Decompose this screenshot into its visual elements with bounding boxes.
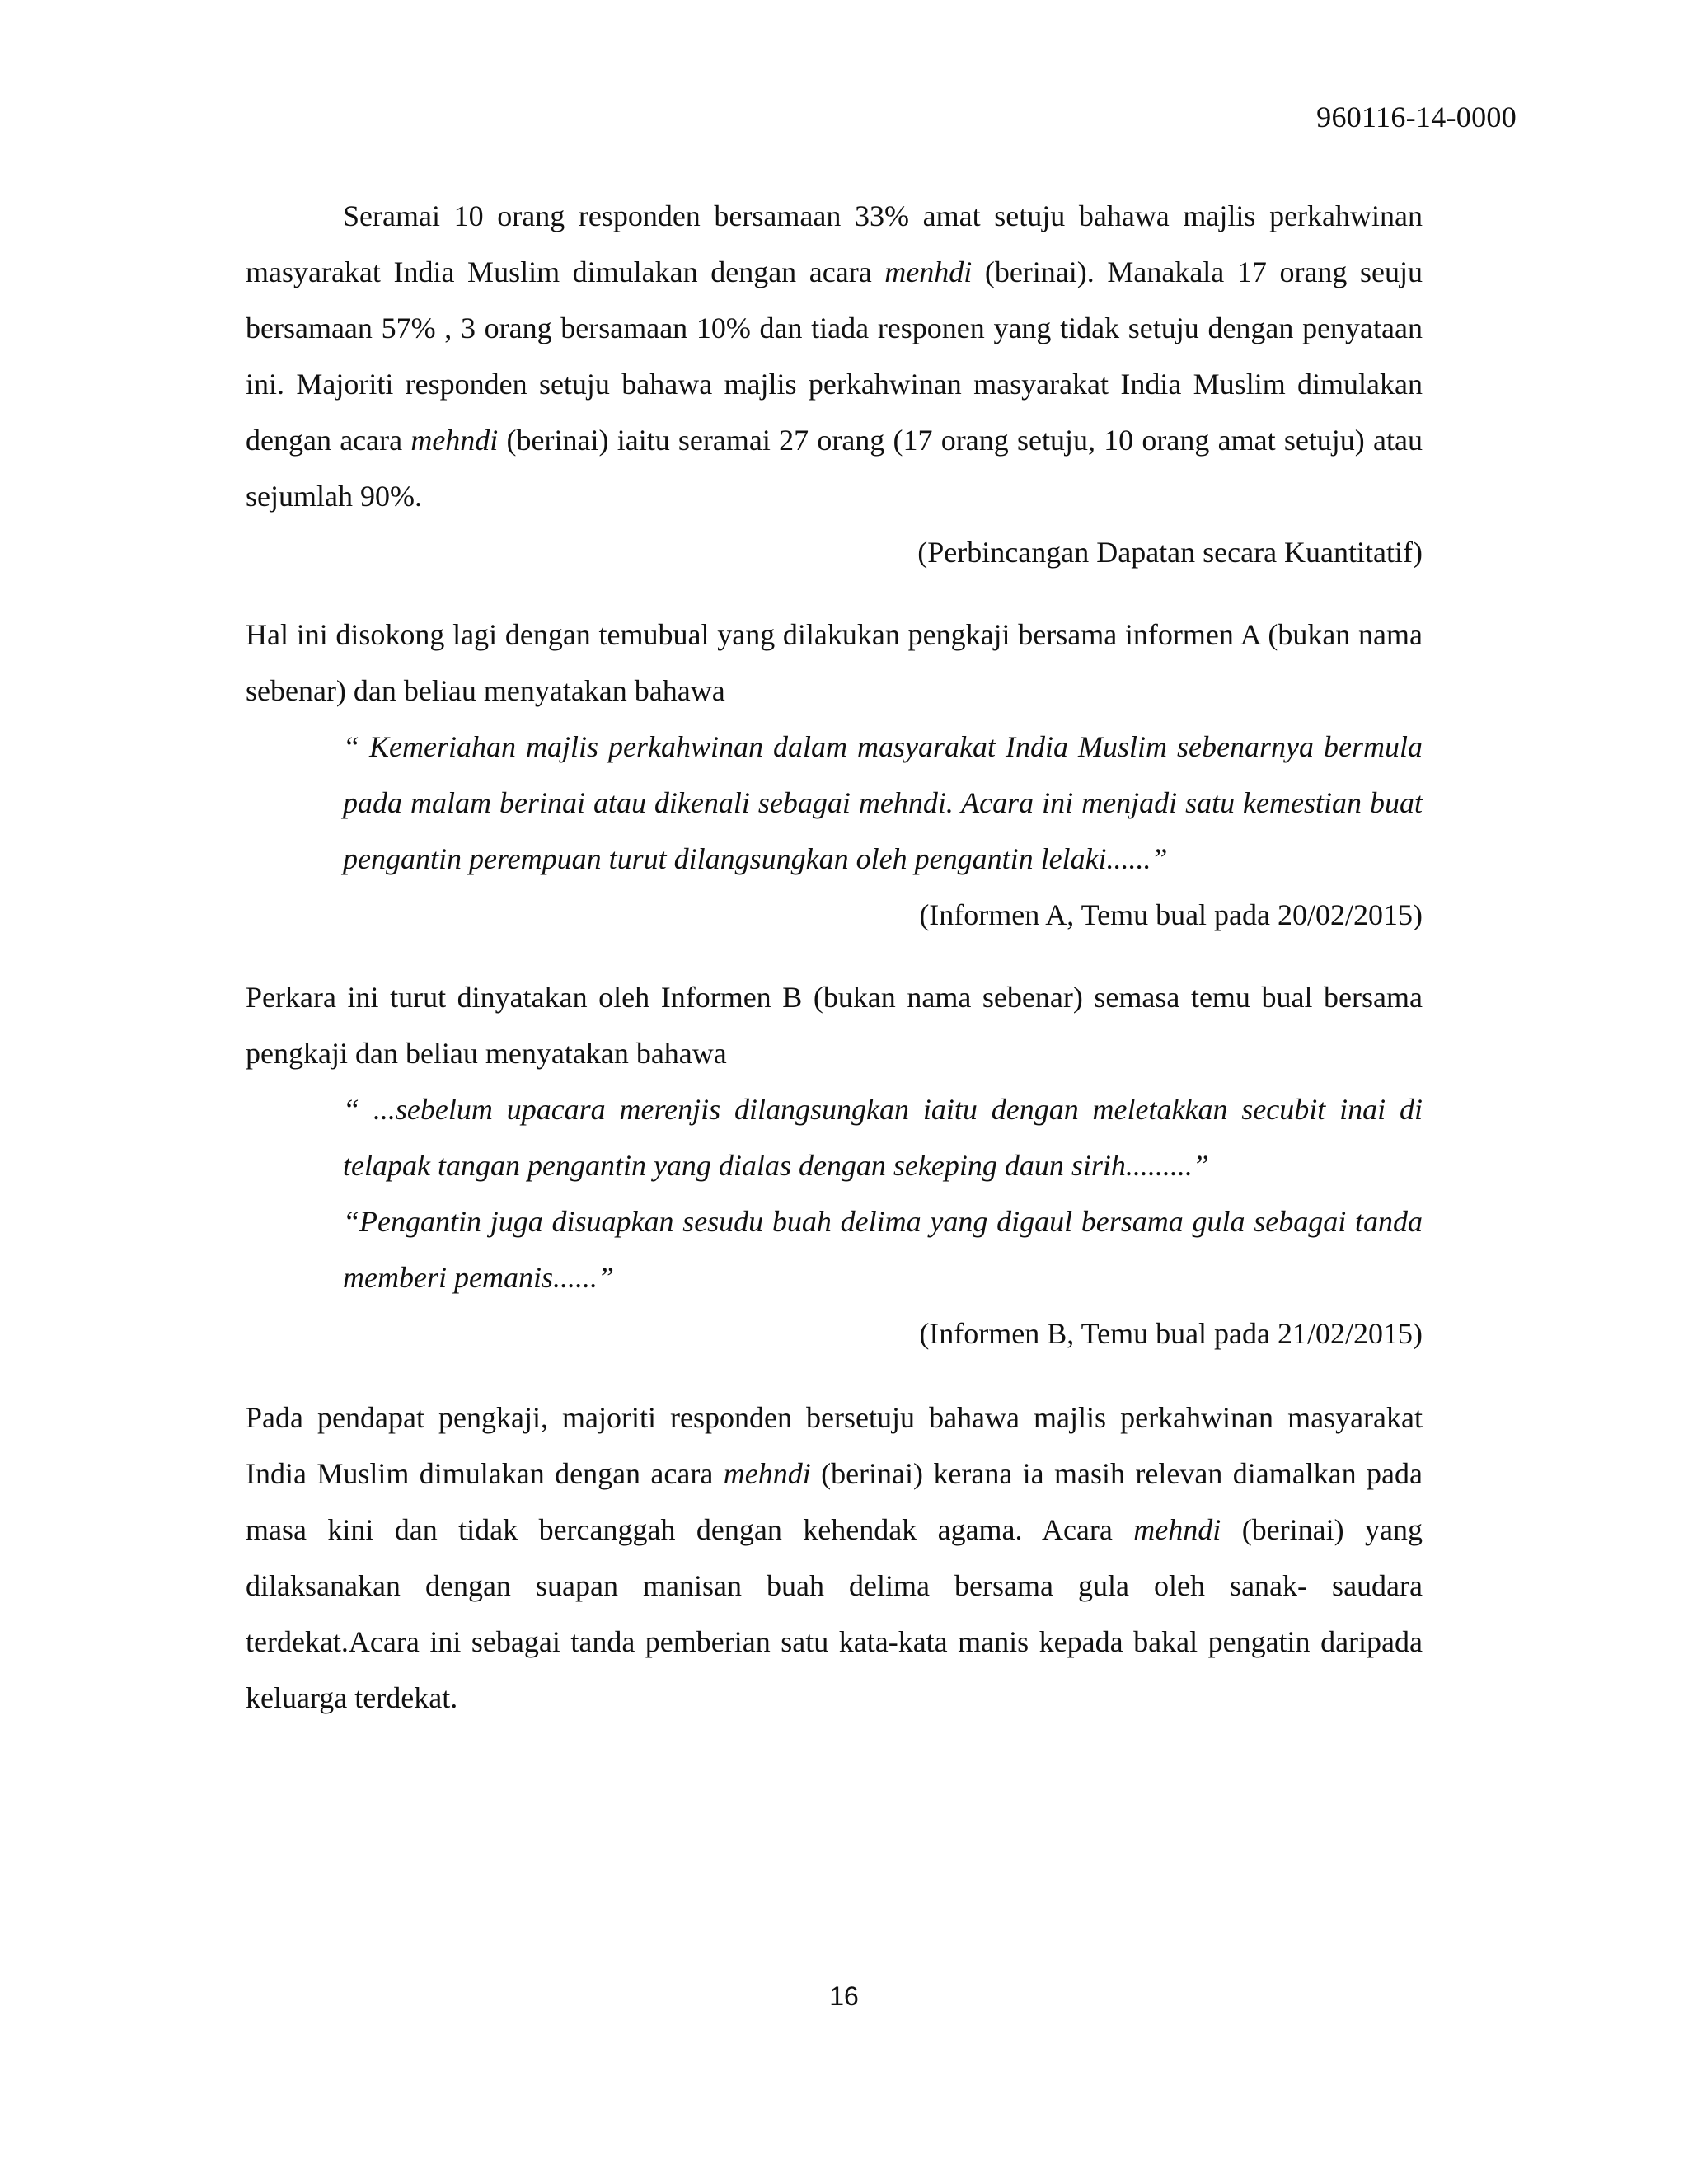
source-citation: (Informen B, Temu bual pada 21/02/2015)	[919, 1317, 1423, 1350]
paragraph-quantitative-finding	[246, 188, 1423, 524]
block-quote: “Pengantin juga disuapkan sesudu buah delima yang digaul bersama gula sebagai tanda memberi pemanis......”	[343, 1205, 1423, 1294]
source-citation: (Informen A, Temu bual pada 20/02/2015)	[919, 898, 1423, 931]
italic-term: mehndi	[1133, 1513, 1221, 1546]
paragraph-text: (berinai) iaitu seramai 27 orang (17 orang setuju, 10 orang amat setuju) atau sejumlah 90%.	[246, 424, 1423, 513]
paragraph-text: (berinai) yang dilaksanakan dengan suapan manisan buah delima bersama gula oleh sanak- saudara terdekat.Acara ini sebagai tanda pemberian satu kata-kata manis kepada bakal pengatin daripada keluarga terdekat.	[246, 1513, 1423, 1714]
paragraph-text: Seramai 10 orang responden bersamaan 33% amat setuju bahawa majlis perkahwinan masyarakat India Muslim dimulakan dengan acara	[246, 199, 1423, 288]
document-id: 960116-14-0000	[1316, 101, 1517, 134]
paragraph-researcher-opinion	[246, 1390, 1423, 1726]
page-number: 16	[829, 1981, 859, 2011]
paragraph-text: (berinai). Manakala 17 orang seuju bersamaan 57% , 3 orang bersamaan 10% dan tiada responen yang tidak setuju dengan penyataan ini. Majoriti responden setuju bahawa majlis perkahwinan masyarakat India Muslim dimulakan dengan acara	[246, 255, 1423, 457]
paragraph-text: Pada pendapat pengkaji, majoriti responden bersetuju bahawa majlis perkahwinan masyarakat India Muslim dimulakan dengan acara	[246, 1401, 1423, 1490]
paragraph-text: (berinai) kerana ia masih relevan diamalkan pada masa kini dan tidak bercanggah dengan kehendak agama. Acara	[246, 1457, 1423, 1546]
source-citation: (Perbincangan Dapatan secara Kuantitatif)	[917, 536, 1423, 569]
italic-term: menhdi	[884, 255, 973, 288]
italic-term: mehndi	[723, 1457, 811, 1490]
block-quote: “ ...sebelum upacara merenjis dilangsungkan iaitu dengan meletakkan secubit inai di telapak tangan pengantin yang dialas dengan sekeping daun sirih.........”	[343, 1093, 1423, 1182]
page-body	[246, 188, 1423, 1726]
block-quote: “ Kemeriahan majlis perkahwinan dalam masyarakat India Muslim sebenarnya bermula pada malam berinai atau dikenali sebagai mehndi. Acara ini menjadi satu kemestian buat pengantin perempuan turut dilangsungkan oleh pengantin lelaki......”	[343, 730, 1423, 875]
paragraph-informant-b-intro: Perkara ini turut dinyatakan oleh Informen B (bukan nama sebenar) semasa temu bual bersama pengkaji dan beliau menyatakan bahawa	[246, 981, 1423, 1070]
paragraph-informant-a-intro: Hal ini disokong lagi dengan temubual yang dilakukan pengkaji bersama informen A (bukan nama sebenar) dan beliau menyatakan bahawa	[246, 618, 1423, 707]
italic-term: mehndi	[410, 424, 499, 457]
